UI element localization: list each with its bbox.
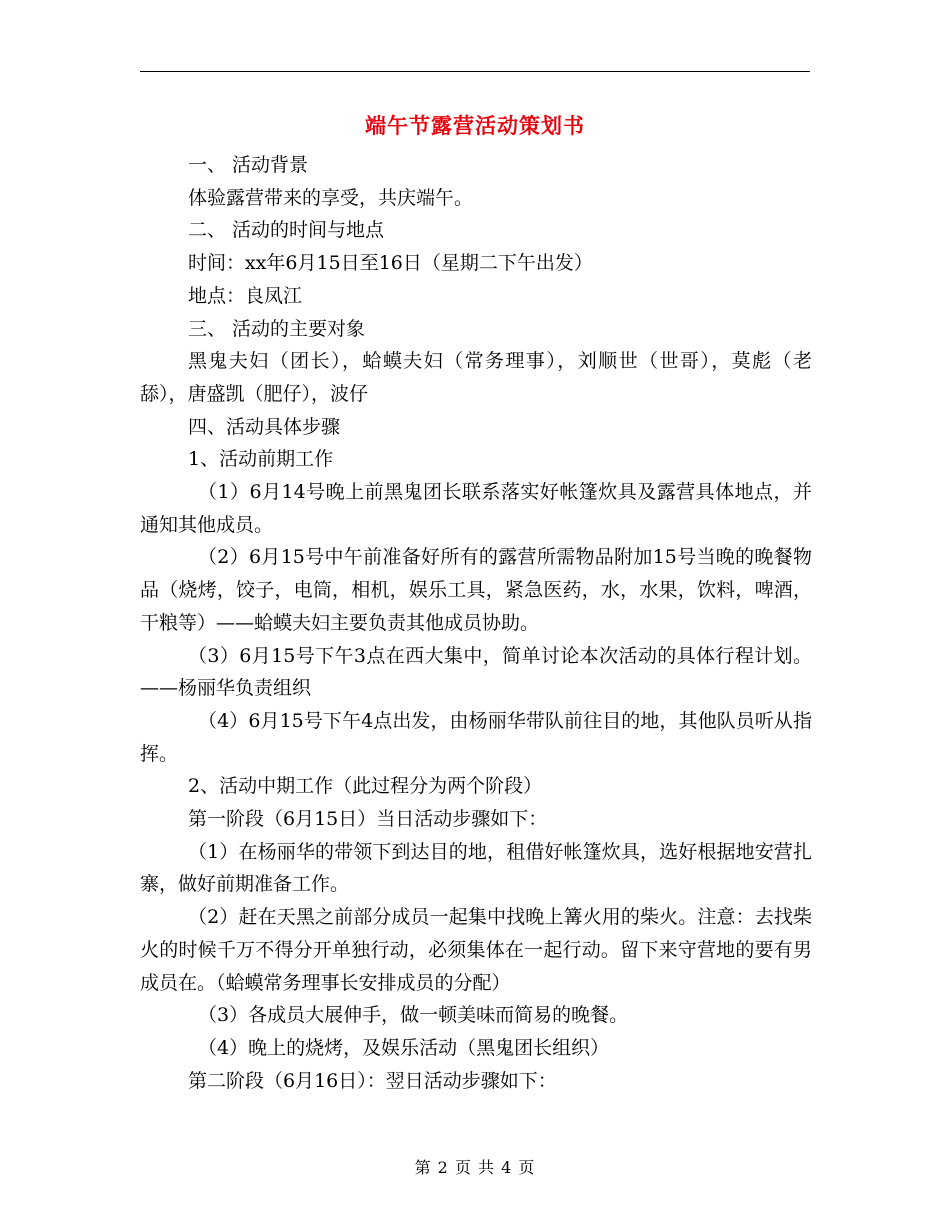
paragraph: （3）各成员大展伸手，做一顿美味而简易的晚餐。: [198, 1004, 629, 1027]
paragraph: 黑鬼夫妇（团长），蛤蟆夫妇（常务理事），刘顺世（世哥），莫彪（老舔），唐盛凯（肥仔），波仔: [140, 350, 812, 405]
paragraph: （2）赶在天黑之前部分成员一起集中找晚上篝火用的柴火。注意：去找柴火的时候千万不得分开单独行动，必须集体在一起行动。留下来守营地的要有男成员在。（蛤蟆常务理事长安排成员的分配）: [140, 906, 812, 994]
sub-heading: 1、活动前期工作: [188, 448, 334, 471]
section-heading: 二、 活动的时间与地点: [188, 219, 385, 242]
paragraph: （2）6月15号中午前准备好所有的露营所需物品附加15号当晚的晚餐物品（烧烤，饺子，电筒，相机，娱乐工具，紧急医药，水，水果，饮料，啤酒，干粮等）——蛤蟆夫妇主要负责其他成员协助。: [140, 546, 812, 634]
paragraph: （4）6月15号下午4点出发，由杨丽华带队前往目的地，其他队员听从指挥。: [140, 709, 812, 765]
paragraph: （1）6月14号晚上前黑鬼团长联系落实好帐篷炊具及露营具体地点，并通知其他成员。: [140, 481, 812, 536]
document-title: 端午节露营活动策划书: [365, 113, 585, 138]
document-body: [140, 149, 812, 1097]
header-rule: [140, 71, 810, 72]
sub-heading: 2、活动中期工作（此过程分为两个阶段）: [188, 775, 543, 798]
paragraph: 第一阶段（6月15日）当日活动步骤如下：: [188, 808, 548, 831]
paragraph: （4）晚上的烧烤，及娱乐活动（黑鬼团长组织）: [198, 1036, 610, 1059]
section-heading: 四、活动具体步骤: [188, 415, 341, 438]
paragraph: （1）在杨丽华的带领下到达目的地，租借好帐篷炊具，选好根据地安营扎寨，做好前期准备工作。: [140, 840, 812, 896]
paragraph: 时间：xx年6月15日至16日（星期二下午出发）: [188, 252, 593, 275]
page-footer: 第 2 页 共 4 页: [414, 1158, 536, 1177]
paragraph: 第二阶段（6月16日）：翌日活动步骤如下：: [188, 1069, 557, 1092]
section-heading: 三、 活动的主要对象: [188, 317, 366, 340]
paragraph: （3）6月15号下午3点在西大集中，简单讨论本次活动的具体行程计划。——杨丽华负责组织: [140, 644, 812, 700]
section-heading: 一、 活动背景: [188, 154, 309, 176]
paragraph: 地点：良凤江: [188, 284, 303, 307]
paragraph: 体验露营带来的享受，共庆端午。: [188, 186, 474, 209]
